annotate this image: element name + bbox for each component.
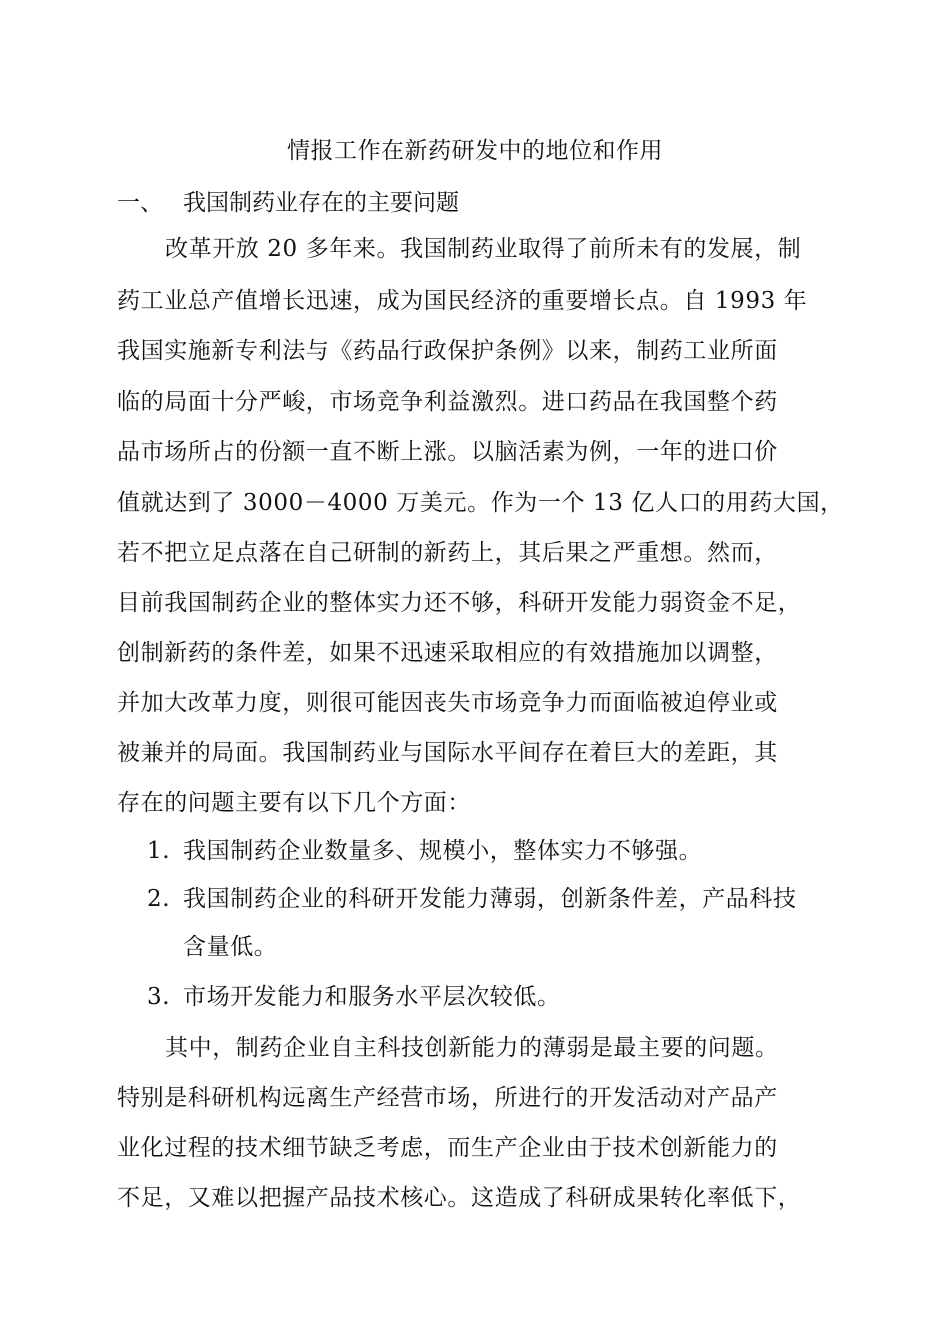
paragraph-line: 若不把立足点落在自己研制的新药上，其后果之严重想。然而，	[117, 540, 778, 566]
list-item	[147, 974, 561, 1020]
section-heading	[117, 180, 459, 226]
paragraph-line: 改革开放 20 多年来。我国制药业取得了前所未有的发展，制	[165, 236, 802, 262]
list-text: 我国制药企业数量多、规模小，整体实力不够强。	[183, 838, 703, 864]
paragraph-line: 其中，制药企业自主科技创新能力的薄弱是最主要的问题。	[165, 1035, 779, 1061]
paragraph-line: 品市场所占的份额一直不断上涨。以脑活素为例，一年的进口价	[117, 439, 778, 465]
paragraph-line: 特别是科研机构远离生产经营市场，所进行的开发活动对产品产	[117, 1085, 778, 1111]
paragraph-line: 我国实施新专利法与《药品行政保护条例》以来，制药工业所面	[117, 338, 778, 364]
document-title: 情报工作在新药研发中的地位和作用	[287, 138, 663, 164]
paragraph-line: 药工业总产值增长迅速，成为国民经济的重要增长点。自 1993 年	[117, 288, 808, 314]
list-item	[147, 828, 702, 874]
list-text-continuation: 含量低。	[183, 934, 278, 960]
paragraph-line: 业化过程的技术细节缺乏考虑，而生产企业由于技术创新能力的	[117, 1135, 778, 1161]
list-text: 我国制药企业的科研开发能力薄弱，创新条件差，产品科技	[183, 886, 797, 912]
paragraph-line: 值就达到了 3000－4000 万美元。作为一个 13 亿人口的用药大国，	[117, 490, 844, 516]
list-item	[147, 876, 797, 922]
list-number: 3.	[147, 984, 171, 1010]
list-number: 1.	[147, 838, 171, 864]
paragraph-line: 被兼并的局面。我国制药业与国际水平间存在着巨大的差距，其	[117, 740, 778, 766]
paragraph-line: 创制新药的条件差，如果不迅速采取相应的有效措施加以调整，	[117, 640, 778, 666]
paragraph-line: 并加大改革力度，则很可能因丧失市场竞争力而面临被迫停业或	[117, 690, 778, 716]
paragraph-line: 不足，又难以把握产品技术核心。这造成了科研成果转化率低下，	[117, 1185, 802, 1211]
section-number: 一、	[117, 190, 163, 216]
list-text: 市场开发能力和服务水平层次较低。	[183, 984, 561, 1010]
paragraph-line: 存在的问题主要有以下几个方面：	[117, 790, 471, 816]
section-heading-text: 我国制药业存在的主要问题	[183, 190, 459, 216]
list-number: 2.	[147, 886, 171, 912]
paragraph-line: 临的局面十分严峻，市场竞争利益激烈。进口药品在我国整个药	[117, 389, 778, 415]
paragraph-line: 目前我国制药企业的整体实力还不够，科研开发能力弱资金不足，	[117, 590, 802, 616]
